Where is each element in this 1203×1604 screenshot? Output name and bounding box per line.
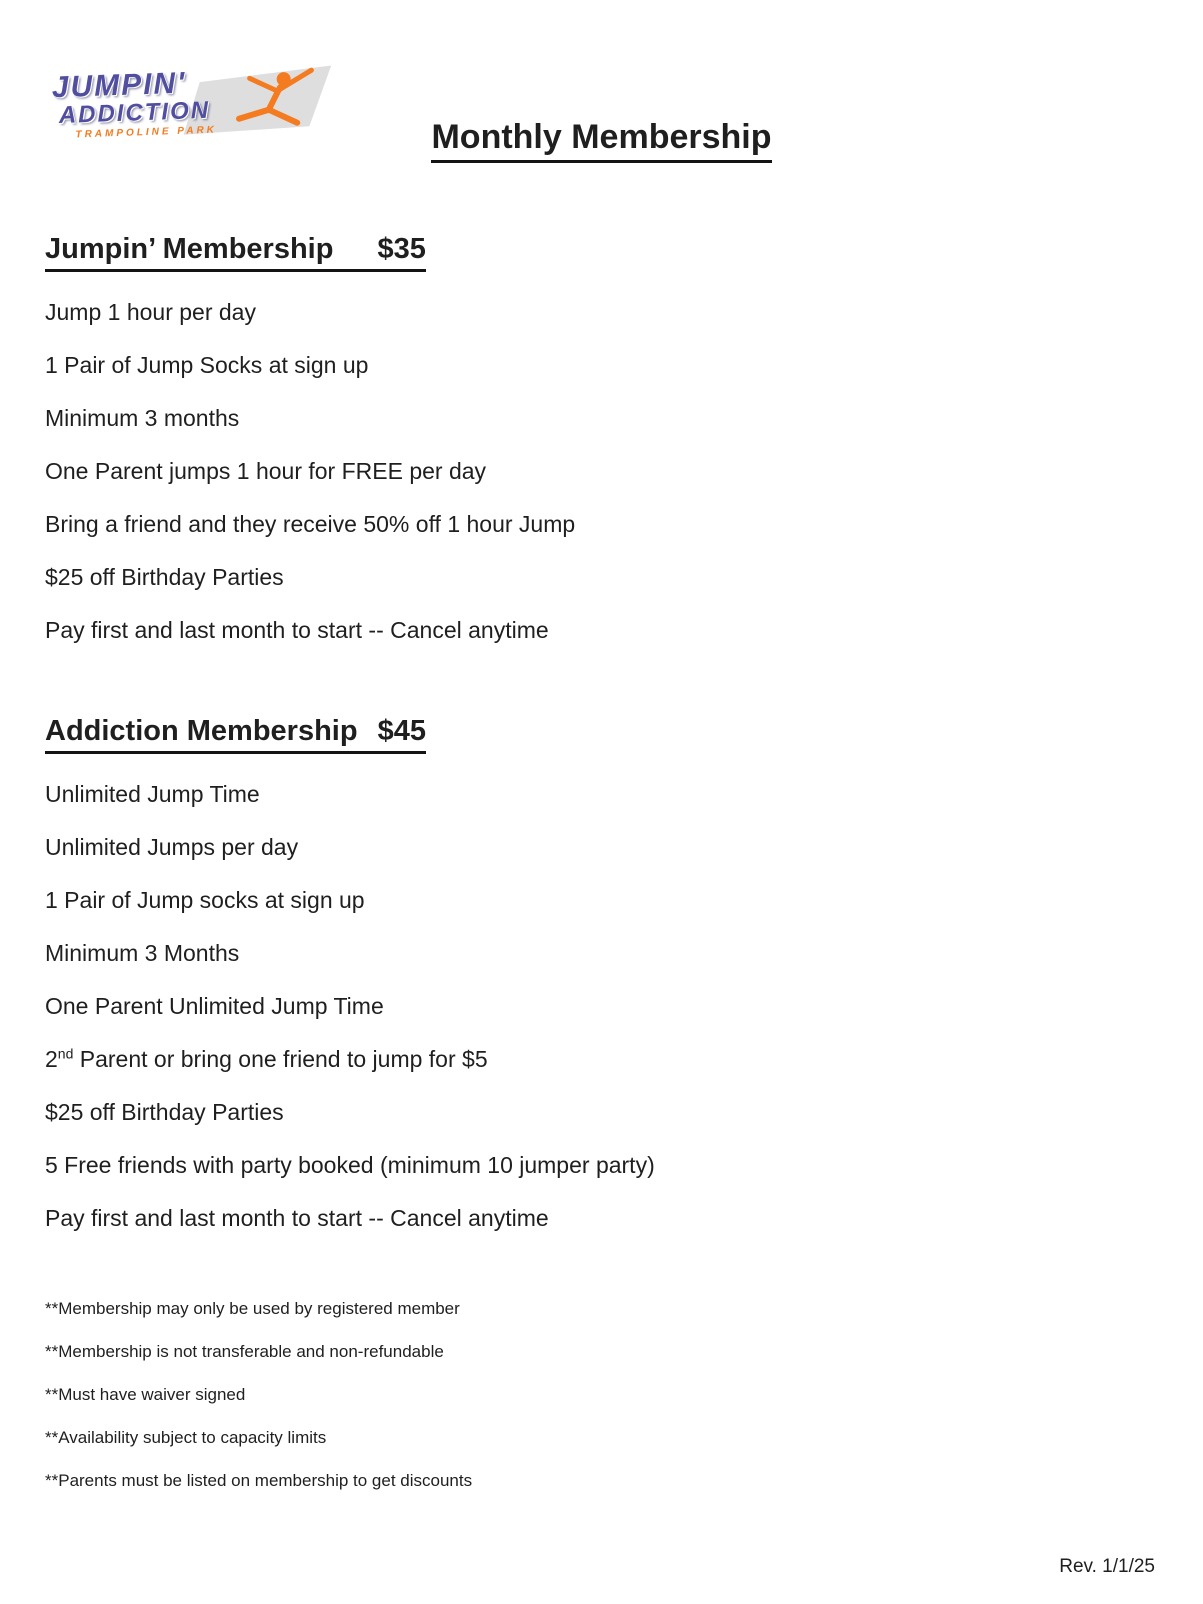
section-name: Jumpin’ Membership — [45, 233, 334, 265]
list-item: 5 Free friends with party booked (minimum 10 jumper party) — [45, 1152, 655, 1178]
footnote: **Membership may only be used by registered member — [45, 1299, 460, 1318]
footnote: **Must have waiver signed — [45, 1385, 246, 1404]
list-item: Pay first and last month to start -- Cancel anytime — [45, 617, 549, 643]
list-item: Bring a friend and they receive 50% off 1 hour Jump — [45, 511, 576, 537]
list-item: $25 off Birthday Parties — [45, 564, 284, 590]
list-item: Jump 1 hour per day — [45, 299, 256, 325]
benefits-list-jumpin — [45, 286, 1158, 657]
page-title: Monthly Membership — [431, 118, 771, 163]
header — [45, 0, 1158, 205]
list-item: $25 off Birthday Parties — [45, 1099, 284, 1125]
revision-date: Rev. 1/1/25 — [1059, 1556, 1155, 1577]
section-jumpin-membership — [45, 233, 1158, 657]
benefits-list-addiction — [45, 768, 1158, 1245]
list-item-text: Parent or bring one friend to jump for $5 — [73, 1046, 488, 1072]
footnote: **Availability subject to capacity limits — [45, 1428, 327, 1447]
logo-tagline: TRAMPOLINE PARK — [75, 124, 218, 141]
ordinal-number: 2 — [45, 1046, 58, 1072]
section-addiction-membership — [45, 715, 1158, 1245]
section-name: Addiction Membership — [45, 715, 358, 747]
section-price: $35 — [377, 233, 426, 265]
list-item: Minimum 3 months — [45, 405, 240, 431]
list-item — [45, 1033, 1158, 1086]
ordinal-suffix: nd — [57, 1045, 74, 1062]
section-heading-addiction — [45, 715, 426, 754]
section-heading-jumpin — [45, 233, 426, 272]
list-item: Pay first and last month to start -- Cancel anytime — [45, 1205, 549, 1231]
list-item: Unlimited Jump Time — [45, 781, 260, 807]
list-item: Unlimited Jumps per day — [45, 834, 299, 860]
list-item: One Parent Unlimited Jump Time — [45, 993, 384, 1019]
footnotes — [45, 1287, 1158, 1502]
list-item: Minimum 3 Months — [45, 940, 240, 966]
logo-text-jumpin: JUMPIN' — [51, 66, 187, 105]
logo-text-addiction: ADDICTION — [58, 96, 211, 130]
footnote: **Parents must be listed on membership to get discounts — [45, 1471, 473, 1490]
section-price: $45 — [377, 715, 426, 747]
list-item: One Parent jumps 1 hour for FREE per day — [45, 458, 487, 484]
list-item: 1 Pair of Jump Socks at sign up — [45, 352, 369, 378]
list-item: 1 Pair of Jump socks at sign up — [45, 887, 365, 913]
footnote: **Membership is not transferable and non-refundable — [45, 1342, 444, 1361]
